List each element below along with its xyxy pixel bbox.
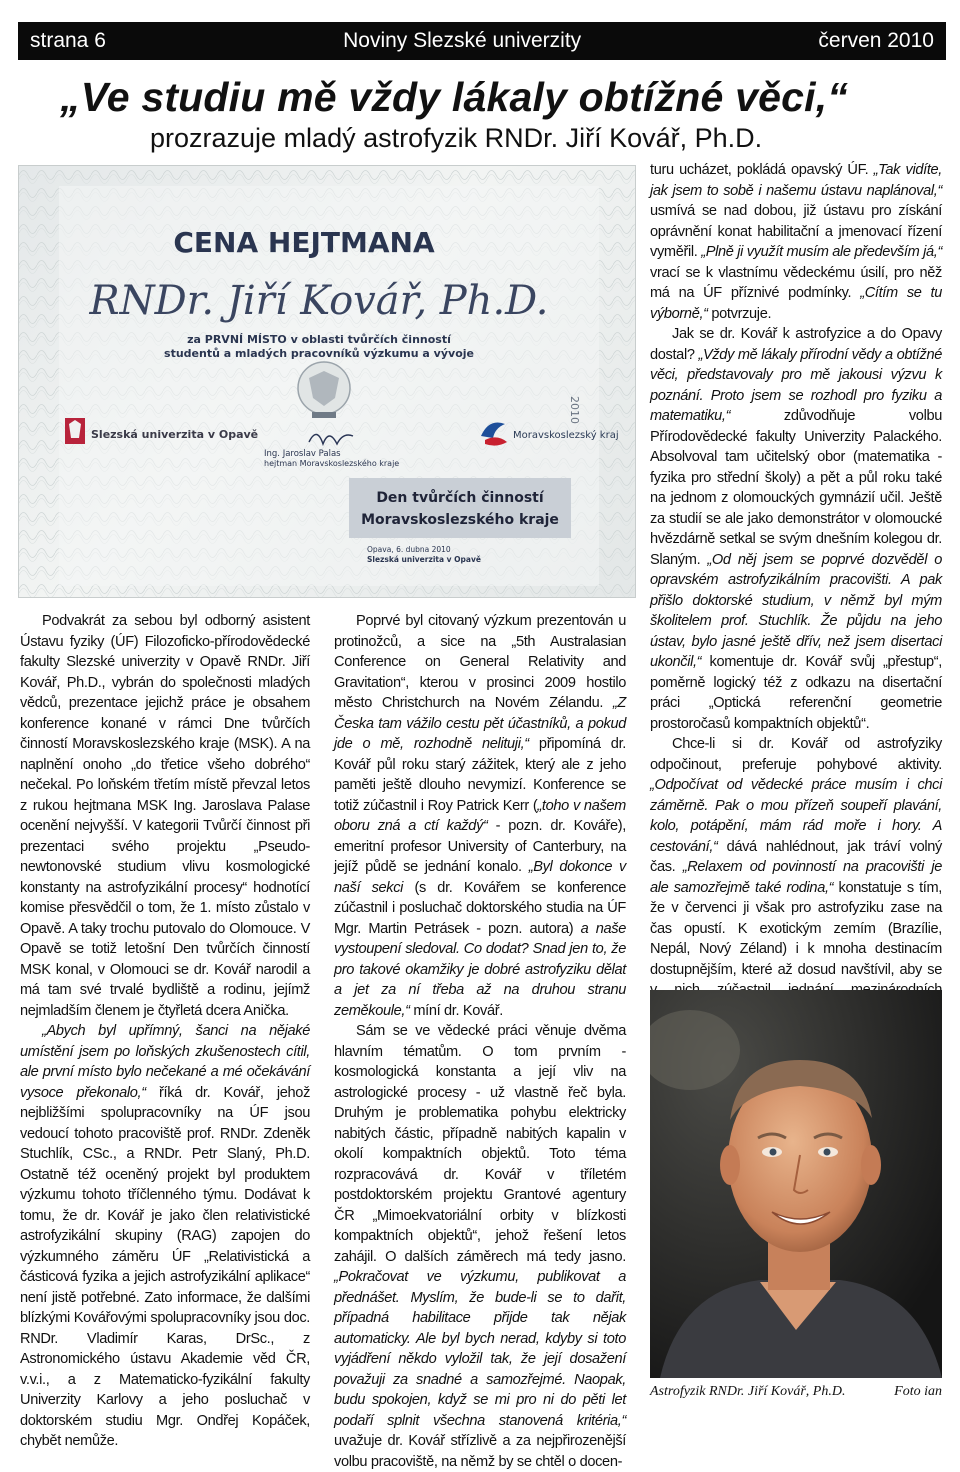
photo-credit: Foto ian <box>894 1384 942 1399</box>
article-column-2 <box>334 611 626 1472</box>
headline: „Ve studiu mě vždy lákaly obtížné věci,“ <box>60 74 849 120</box>
diploma-line-2: studentů a mladých pracovníků výzkumu a vývoje <box>164 347 474 360</box>
diploma-title: CENA HEJTMANA <box>173 226 435 259</box>
col3-paragraph-1: turu ucházet, pokládá opavský ÚF. „Tak vidíte, jak jsem to sobě i našemu ústavu naplánoval,“ usmívá se nad dobou, již ústavu pro získání oprávnění konat habilitační a jmenovací řízení vyměřil. „Plně ji využít musím ale především já,“ vrací se k vlastnímu vědeckému úsilí, pro něž má na ÚF příznivé podmínky. „Cítím se tu výborně,“ potvrzuje. <box>650 162 942 322</box>
diploma-place-date: Opava, 6. dubna 2010 <box>367 545 451 554</box>
diploma-illustration <box>19 166 636 598</box>
col1-quote: „Abych byl upřímný, šanci na nějaké umístění jsem po loňských zkušenostech cítil, ale první místo bylo nečekané a mé očekávání vysoce překonalo,“ <box>20 1023 310 1101</box>
col1-paragraph-2: „Abych byl upřímný, šanci na nějaké umístění jsem po loňských zkušenostech cítil, ale první místo bylo nečekané a mé očekávání vysoce překonalo,“ říká dr. Kovář, jehož nejbližšími spolupracovníky na ÚF jsou vedoucí tohoto pracoviště prof. RNDr. Zdeněk Stuchlík, CSc., a RNDr. Petr Slaný, Ph.D. Ostatně též oceněný projekt byl produktem výzkumu tohoto tříčlenného týmu. Dodávat k tomu, že dr. Kovář je jako člen relativistické astrofyzikální skupiny (RAG) zapojen do výzkumného záměru ÚF „Relativistická a částicová fyzika a jejich astrofyzikální aplikace“ není jistě potřebné. Zato informace, že dalšími blízkými Kovářovými spolupracovníky jsou doc. RNDr. Vladimír Karas, DrSc., z Astronomického ústavu Akademie věd ČR, v.v.i., a z Matematicko-fyzikální fakulty Univerzity Karlovy a jeho posluchač v doktorském studiu Mgr. Ondřej Kopáček, chybět nemůže. <box>20 1023 311 1449</box>
event-box <box>349 478 571 538</box>
col3-paragraph-2: Jak se dr. Kovář k astrofyzice a do Opavy dostal? „Vždy mě lákaly přírodní vědy a obtížné věci, představovaly pro mě jakousi výzvu k poznání. Proto jsem se rozhodl pro fyziku a matematiku,“ zdůvodňuje volbu Přírodovědecké fakulty Univerzity Palackého. Absolvoval tam učitelský obor (matematika - fyzika pro střední školy) a pět a půl roku také na jednom z olomouckých gymnázií učil. Ještě za studií se ale jako demonstrátor v olomoucké hvězdárně setkal se svým dnešním kolegou dr. Slaným. „Od něj jsem se poprvé dozvěděl o opravském astrofyzikálním pracovišti. A pak přišlo doktorské studium, v němž byl mým školitelem prof. Stuchlík. Že půjdu na jeho ústav, bylo jasné ještě dřív, než jsem disertaci ukončil,“ komentuje dr. Kovář svůj „přestup“, poměrně logický též z odkazu na disertační práci „Optická referenční geometrie prostoročasů kompaktních objektů“. <box>650 326 942 732</box>
diploma-place-org: Slezská univerzita v Opavě <box>367 555 481 564</box>
issue-date: červen 2010 <box>818 29 934 52</box>
portrait-photo <box>650 990 942 1378</box>
diploma-name: RNDr. Jiří Kovář, Ph.D. <box>89 278 549 324</box>
left-logo-text: Slezská univerzita v Opavě <box>91 428 259 441</box>
signer-role: hejtman Moravskoslezského kraje <box>264 459 400 468</box>
photo-caption <box>650 1384 942 1400</box>
slezska-univerzita-logo <box>65 418 85 444</box>
col2-paragraph-2: Sám se ve vědecké práci věnuje dvěma hlavním tématům. O tom prvním - kosmologická konstanta a její vliv na astrologické procesy - už vlastně řeč byla. Druhým je problematika pohybu elektricky nabitých částic, případně nabitých kapalin v okolí kompaktních objektů. Toto téma rozpracovává dr. Kovář v tříletém postdoktorském projektu Grantové agentury ČR „Mimoekvatoriální orbity v blízkosti kompaktních objektů“, jehož řešení letos zahájil. O dalších záměrech má tedy jasno. „Pokračovat ve výzkumu, publikovat a přednášet. Myslím, že bude-li se to dařit, případná habilitace přijde tak nějak automaticky. Ale byl bych nerad, kdyby si toto vyjádření někdo vyložil tak, že její dosažení považuji za snadné a samozřejmé. Naopak, budu spokojen, když se mi pro ni do pěti let podaří splnit všechna stanovená kritéria,“ uvažuje dr. Kovář střízlivě a za nejpřirozenější volbu pracoviště, na němž by se chtěl o docen- <box>334 1023 626 1470</box>
diploma-photo <box>18 165 636 598</box>
col3-paragraph-3: Chce-li si dr. Kovář od astrofyziky odpočinout, preferuje pohybové aktivity. „Odpočívat od vědecké práce musím i chci záměrně. Pak o mou přízeň soupeří plavání, kolo, potápění, mám rád moře i hory. A cestování,“ dává nahlédnout, jak tráví volný čas. „Relaxem od povinností na pracovišti je ale samozřejmě také rodina,“ konstatuje s tím, že v červenci ji však pro astrofyziku zase na čas opustí. K exotickým zemím (Brazílie, Nepál, Nový Zéland) i k mnoha destinacím dostupnějším, které až dosud navštívil, aby se <box>650 734 942 1021</box>
right-logo-text: Moravskoslezský kraj <box>513 430 619 441</box>
col2-paragraph-1: Poprvé byl citovaný výzkum prezentován u protinožců, a sice na „5th Australasian Conference on General Relativity and Gravitation“, kterou v prosinci 2009 hostilo město Christchurch na Novém Zélandu. „Z Česka tam vážilo cestu pět účastníků, a pokud jde o mě, rozhodně nelituji,“ připomíná dr. Kovář půl roku starý zážitek, který ale z jeho paměti ještě dlouho nevymizí. Konference se totiž zúčastnil i Roy Patrick Kerr („toho v našem oboru zná a ctí každý“ - pozn. dr. Kováře), emeritní profesor University of Canterbury, na jejíž půdě se jednání konalo. „Byl dokonce v naší sekci (s dr. Kovářem se konference zúčastnil i posluchač doktorského studia na ÚF Mgr. Martin Petrásek - pozn. autora) a naše vystoupení sledoval. Co dodat? Snad jen to, že pro takové okamžiky je dobré astrofyziku dělat a jet za ní třeba až na druhou stranu zeměkoule,“ míní dr. Kovář. <box>334 613 626 1019</box>
portrait-illustration <box>650 990 942 1378</box>
diploma-line-1: za PRVNÍ MÍSTO v oblasti tvůrčích činností <box>187 333 451 346</box>
signer-name: Ing. Jaroslav Palas <box>264 449 341 459</box>
event-box-line-2: Moravskoslezského kraje <box>361 512 559 528</box>
article-column-1 <box>20 611 310 1452</box>
subheadline: prozrazuje mladý astrofyzik RNDr. Jiří Kovář, Ph.D. <box>150 123 763 153</box>
page-header-bar <box>18 22 946 60</box>
col1-paragraph-1: Podvakrát za sebou byl odborný asistent Ústavu fyziky (ÚF) Filozoficko-přírodovědecké fakulty Slezské univerzity v Opavě RNDr. Jiří Kovář, Ph.D., vybrán do společnosti mladých vědců, prezentace jejichž práce je obsahem konference konané v rámci Dne tvůrčích činností Moravskoslezského kraje (MSK). A na naplnění onoho „do třetice všeho dobrého“ nečekal. Po loňském třetím místě převzal letos z rukou hejtmana MSK Ing. Jaroslava Palase ocenění nejvyšší. V kategorii Tvůrčí činnost při prezentaci svého projektu „Pseudo-newtonovské studium vlivu kosmologické konstanty na astrofyzikální procesy“ hodnotící komise přesvědčil o tom, že 1. místo zůstalo v Opavě. A taky trochu putovalo do Olomouce. V Opavě se totiž letošní Den tvůrčích činností MSK konal, v Olomouci se dr. Kovář narodil a má tam své trvalé bydliště a rodinu, jejímž nejmladším členem je čtyřletá dcera Anička. <box>20 613 310 1019</box>
diploma-year: 2010 <box>568 396 581 424</box>
page-number: strana 6 <box>30 29 106 52</box>
caption-text: Astrofyzik RNDr. Jiří Kovář, Ph.D. <box>650 1384 846 1399</box>
article-column-3 <box>650 160 942 1021</box>
event-box-line-1: Den tvůrčích činností <box>376 490 544 506</box>
newspaper-title: Noviny Slezské univerzity <box>343 29 582 52</box>
